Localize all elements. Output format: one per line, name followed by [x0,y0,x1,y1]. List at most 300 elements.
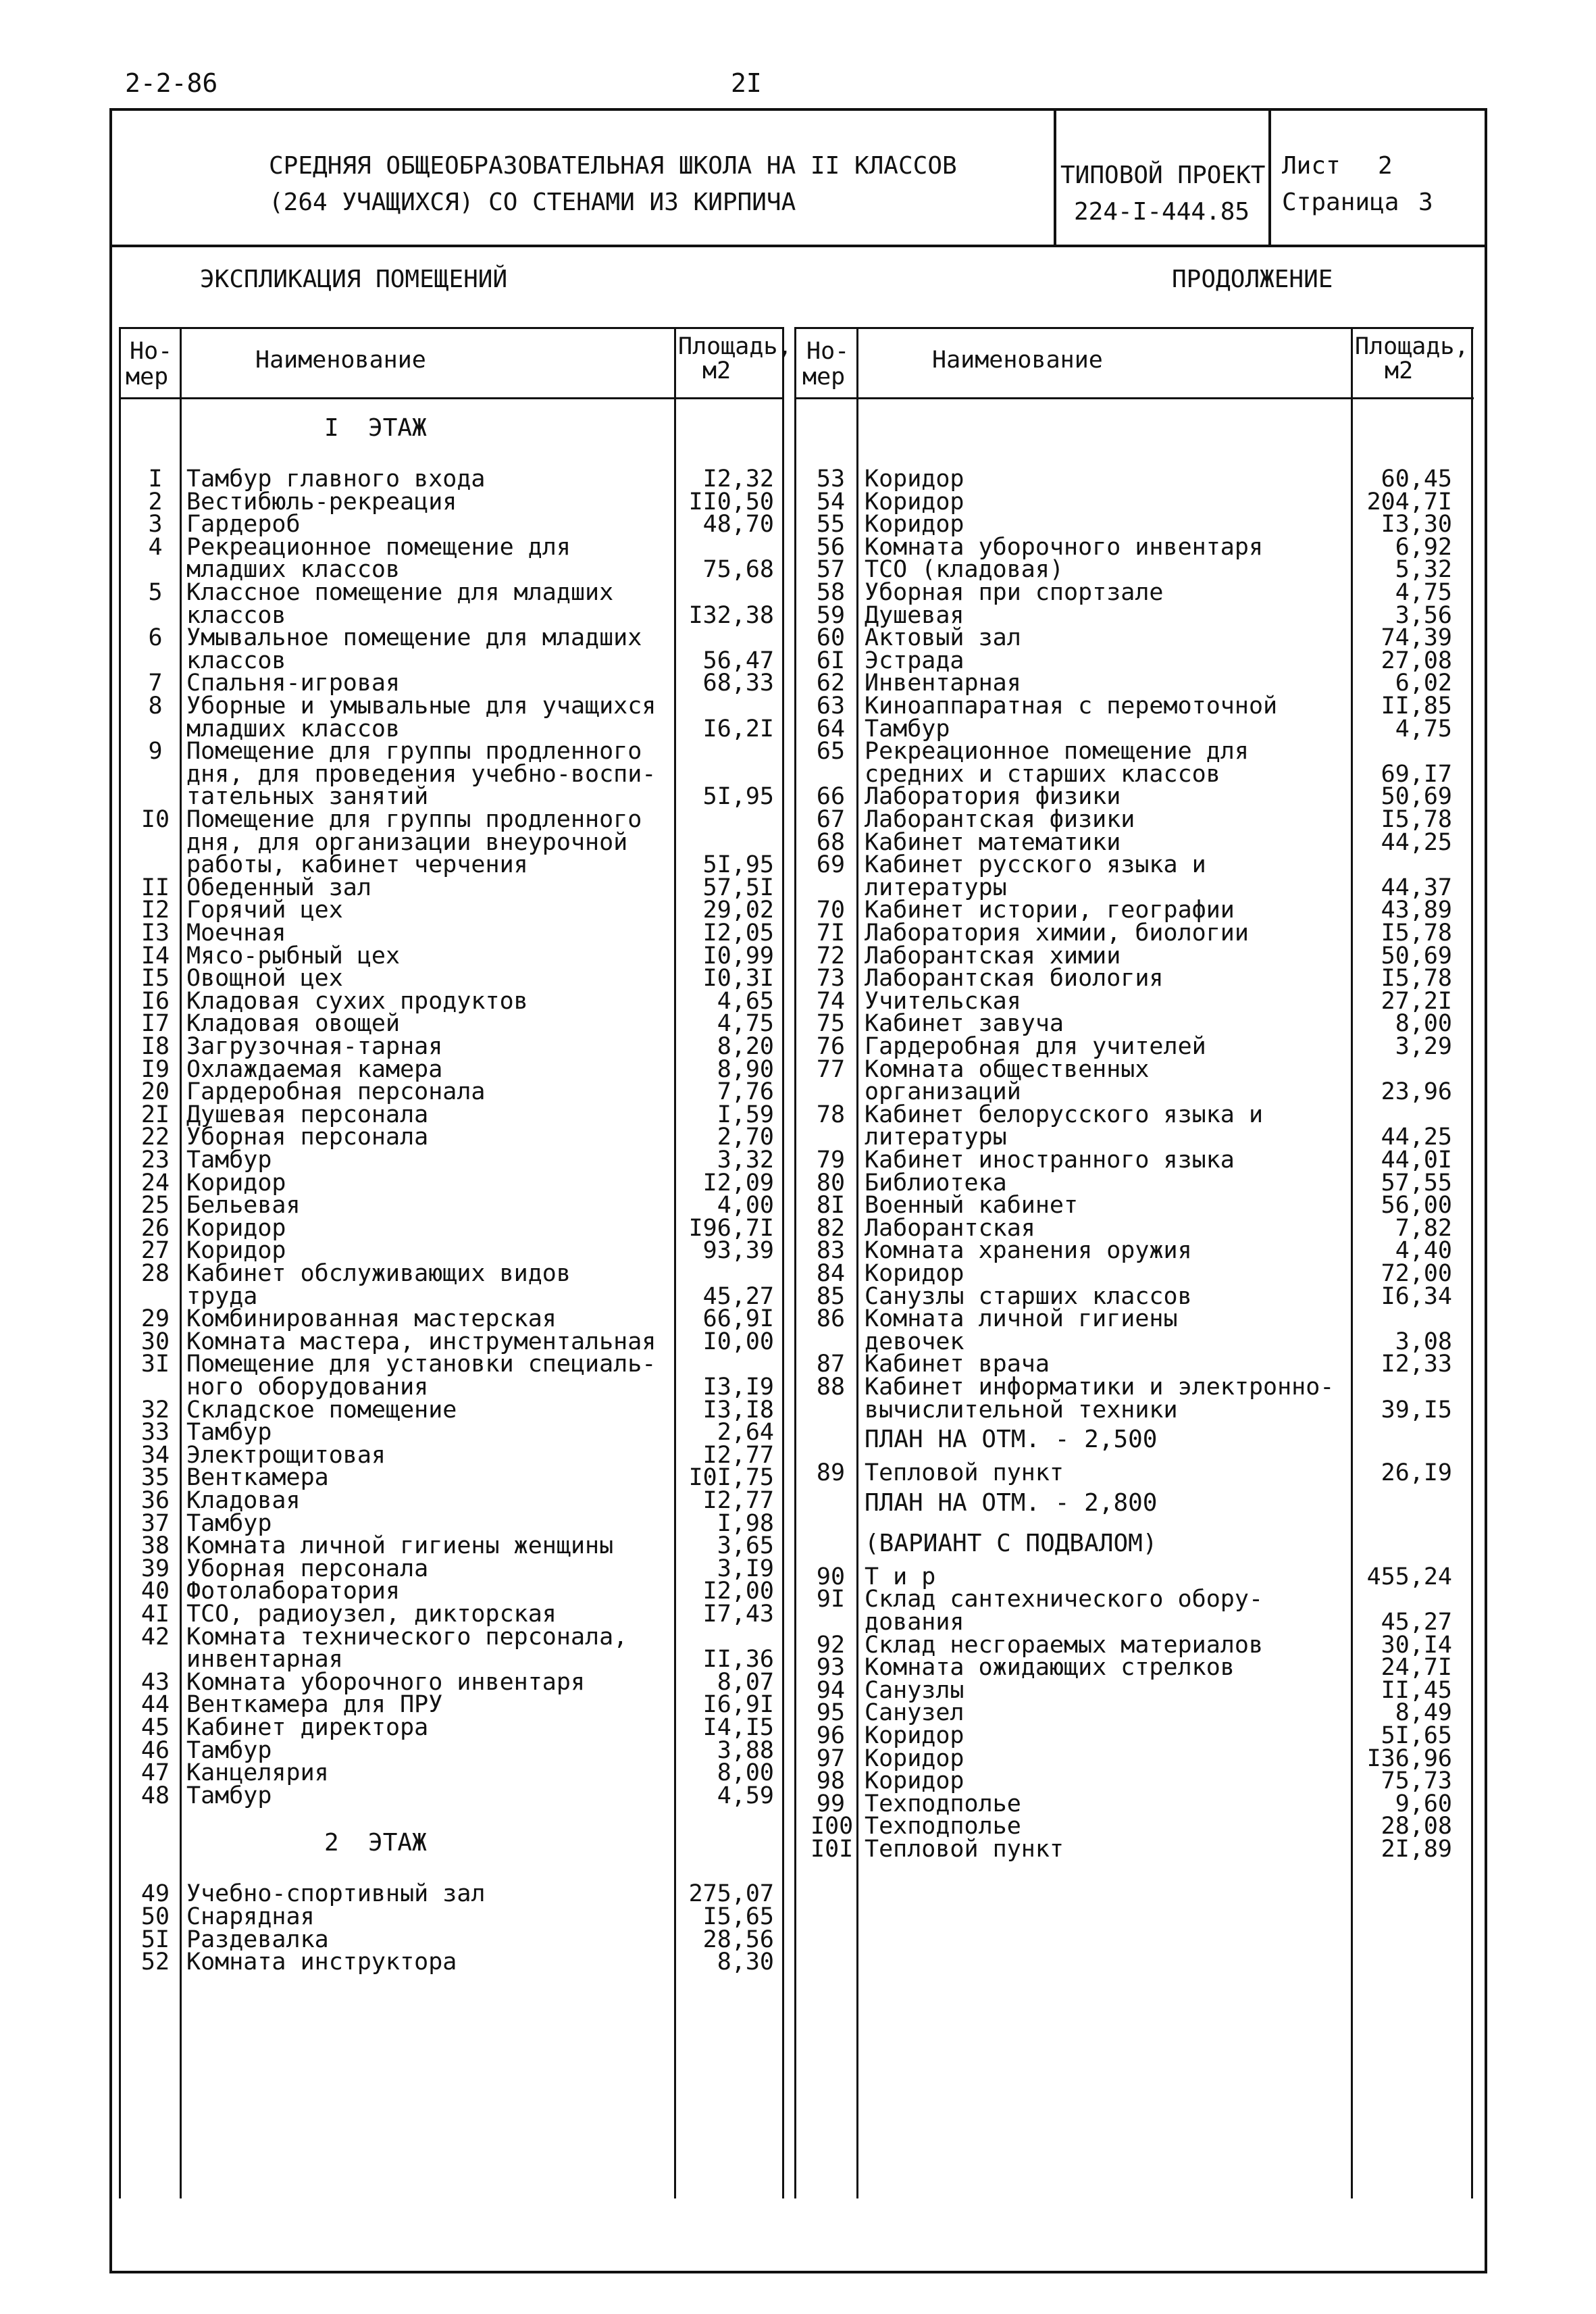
row-name: Рекреационное помещение для [865,738,1249,765]
row-number: 86 [816,1305,846,1333]
row-number: 5I [140,1926,170,1953]
row-number: 79 [816,1147,846,1174]
row-name: Техподполье [865,1813,1021,1840]
row-area: I36,96 [1366,1744,1452,1772]
page-number: 2I [731,68,762,98]
row-name: Гардероб [186,511,301,538]
row-name: Бельевая [186,1192,301,1219]
row-name: ТСО, радиоузел, дикторская [186,1601,557,1628]
row-name: Уборная персонала [186,1555,429,1582]
row-number: 4 [148,533,163,561]
row-name: Склад сантехнического обору- [865,1586,1264,1613]
row-number: 28 [140,1260,170,1287]
row-name: Уборная при спортзале [865,579,1164,606]
row-area: 7,82 [1395,1214,1452,1242]
row-area: 26,I9 [1381,1459,1452,1487]
row-area: I2,09 [702,1169,774,1197]
row-number: 62 [816,670,846,697]
row-name: литературы [865,874,1007,901]
section-heading: I ЭТАЖ [324,414,427,442]
row-name: Гардеробная для учителей [865,1033,1206,1060]
row-number: 60 [816,624,846,652]
row-name: Комната хранения оружия [865,1237,1192,1265]
row-area: 48,70 [702,511,774,538]
row-area: I5,78 [1381,965,1452,992]
row-name: Лаборантская физики [865,806,1135,833]
row-name: организаций [865,1078,1021,1106]
row-number: 68 [816,828,846,856]
row-number: 32 [140,1396,170,1424]
row-name: Кабинет завуча [865,1010,1064,1038]
row-name: Овощной цех [186,965,343,992]
row-name: Коридор [186,1214,286,1242]
row-name: Кабинет математики [865,828,1121,856]
row-area: I,98 [717,1509,774,1537]
row-number: 94 [816,1676,846,1704]
row-number: I4 [140,942,170,970]
row-number: 99 [816,1790,846,1817]
row-number: 97 [816,1744,846,1772]
row-area: 3,88 [717,1736,774,1764]
row-area: 5I,65 [1381,1722,1452,1749]
row-name: работы, кабинет черчения [186,851,528,879]
row-area: I2,33 [1381,1351,1452,1378]
row-area: I3,I8 [702,1396,774,1424]
row-name: Кабинет белорусского языка и [865,1101,1264,1128]
row-number: 59 [816,601,846,629]
row-number: 40 [140,1578,170,1605]
row-name: литературы [865,1124,1007,1151]
row-area: 28,56 [702,1926,774,1953]
row-name: Комната общественных [865,1055,1150,1083]
row-name: Библиотека [865,1169,1007,1197]
row-name: Лаборантская биология [865,965,1164,992]
row-name: Складское помещение [186,1396,457,1424]
right-header-number-1: Но- [806,338,850,365]
title-divider-1 [1054,108,1056,246]
row-number: 56 [816,533,846,561]
row-name: Лаборантская химии [865,942,1121,970]
row-area: 44,37 [1381,874,1452,901]
row-area: I6,9I [702,1691,774,1719]
row-number: 90 [816,1563,846,1590]
row-name: Санузлы старших классов [865,1282,1192,1310]
row-area: 39,I5 [1381,1396,1452,1424]
row-area: I0,99 [702,942,774,970]
row-name: Комната уборочного инвентаря [186,1668,586,1696]
row-name: Вестибюль-рекреация [186,488,457,515]
row-name: Кабинет директора [186,1714,429,1741]
row-name: Уборные и умывальные для учащихся [186,693,657,720]
row-number: 45 [140,1714,170,1741]
row-area: 5,32 [1395,556,1452,584]
row-area: I3,I9 [702,1374,774,1401]
row-area: 69,I7 [1381,760,1452,788]
row-number: I0I [810,1836,854,1863]
row-number: 76 [816,1033,846,1060]
row-name: классов [186,647,286,674]
row-area: 29,02 [702,897,774,924]
row-number: 69 [816,851,846,879]
row-name: ного оборудования [186,1374,429,1401]
row-name: Электрощитовая [186,1441,386,1469]
row-number: 98 [816,1767,846,1795]
row-number: 36 [140,1487,170,1514]
row-name: инвентарная [186,1646,343,1674]
row-name: Комбинированная мастерская [186,1305,557,1333]
row-name: Комната уборочного инвентаря [865,533,1264,561]
row-number: 29 [140,1305,170,1333]
row-name: Учительская [865,987,1021,1015]
row-name: Актовый зал [865,624,1021,652]
row-number: 35 [140,1464,170,1492]
row-area: I,59 [717,1101,774,1128]
title-divider-2 [1268,108,1271,246]
row-number: 52 [140,1948,170,1976]
row-name: тательных занятий [186,783,429,811]
row-name: Душевая [865,601,964,629]
row-area: I2,77 [702,1487,774,1514]
left-table-col-4 [782,327,784,2198]
frame-right [1485,108,1487,2273]
row-area: 3,65 [717,1532,774,1560]
row-number: I3 [140,920,170,947]
row-area: I6,2I [702,715,774,743]
row-area: I5,78 [1381,806,1452,833]
row-number: 80 [816,1169,846,1197]
row-area: 4,75 [1395,579,1452,606]
row-number: 72 [816,942,846,970]
row-number: 77 [816,1055,846,1083]
row-name: Венткамера [186,1464,329,1492]
row-name: Помещение для группы продленного [186,738,642,765]
row-name: Канцелярия [186,1759,329,1787]
row-area: 8,30 [717,1948,774,1976]
row-area: 56,47 [702,647,774,674]
row-name: Обеденный зал [186,874,371,901]
row-number: 63 [816,693,846,720]
row-name: Уборная персонала [186,1124,429,1151]
row-name: Комната технического персонала, [186,1623,628,1651]
row-area: I2,77 [702,1441,774,1469]
sheet-label: Лист [1282,152,1341,180]
row-area: 9,60 [1395,1790,1452,1817]
row-number: 44 [140,1691,170,1719]
row-name: Санузел [865,1699,964,1727]
row-number: 75 [816,1010,846,1038]
row-name: Помещение для установки специаль- [186,1351,657,1378]
row-name: средних и старших классов [865,760,1220,788]
row-number: 2I [140,1101,170,1128]
row-number: 24 [140,1169,170,1197]
row-area: 68,33 [702,670,774,697]
row-number: 7 [148,670,163,697]
row-number: 58 [816,579,846,606]
frame-left [109,108,112,2273]
row-name: дня, для организации внеурочной [186,828,628,856]
row-name: Тамбур [865,715,950,743]
row-name: Коридор [865,1767,964,1795]
row-area: 74,39 [1381,624,1452,652]
title-block-bottom [109,245,1487,247]
row-name: Коридор [186,1237,286,1265]
row-name: вычислительной техники [865,1396,1178,1424]
row-area: 44,25 [1381,1124,1452,1151]
row-area: I96,7I [688,1214,774,1242]
row-number: 85 [816,1282,846,1310]
row-name: Коридор [865,466,964,493]
row-number: 83 [816,1237,846,1265]
row-name: Душевая персонала [186,1101,429,1128]
row-area: I3,30 [1381,511,1452,538]
row-area: 27,2I [1381,987,1452,1015]
row-name: Кладовая сухих продуктов [186,987,528,1015]
row-name: Загрузочная-тарная [186,1033,443,1060]
row-area: 275,07 [688,1880,774,1908]
row-number: 93 [816,1654,846,1682]
row-name: Техподполье [865,1790,1021,1817]
row-number: 30 [140,1328,170,1355]
row-area: 3,08 [1395,1328,1452,1355]
left-header-area-1: Площадь, [678,333,792,360]
row-number: 74 [816,987,846,1015]
row-number: 96 [816,1722,846,1749]
row-area: 6,92 [1395,533,1452,561]
row-name: Военный кабинет [865,1192,1079,1219]
row-name: Коридор [865,1744,964,1772]
row-area: 3,I9 [717,1555,774,1582]
row-area: 8,07 [717,1668,774,1696]
row-area: II,36 [702,1646,774,1674]
right-table-top [794,327,1474,329]
row-area: 8,90 [717,1055,774,1083]
row-area: 44,0I [1381,1147,1452,1174]
row-area: 30,I4 [1381,1631,1452,1659]
row-area: II,85 [1381,693,1452,720]
row-name: Кабинет информатики и электронно- [865,1374,1335,1401]
section-heading: ПЛАН НА ОТМ. - 2,500 [865,1426,1158,1454]
project-number: 224-I-444.85 [1074,198,1250,226]
row-number: 84 [816,1260,846,1287]
caption-explication: ЭКСПЛИКАЦИЯ ПОМЕЩЕНИЙ [200,266,508,293]
row-name: Тамбур главного входа [186,466,486,493]
row-area: 23,96 [1381,1078,1452,1106]
row-number: 27 [140,1237,170,1265]
row-name: Классное помещение для младших [186,579,614,606]
row-number: II [140,874,170,901]
row-number: 49 [140,1880,170,1908]
row-name: Тамбур [186,1147,272,1174]
row-number: 73 [816,965,846,992]
row-area: I0,00 [702,1328,774,1355]
row-name: Горячий цех [186,897,343,924]
right-table-header-bottom [794,397,1474,399]
row-name: девочек [865,1328,964,1355]
row-name: Мясо-рыбный цех [186,942,401,970]
row-area: 66,9I [702,1305,774,1333]
left-header-area-2: м2 [702,357,731,384]
row-name: Комната ожидающих стрелков [865,1654,1235,1682]
row-name: Кладовая [186,1487,301,1514]
row-number: 23 [140,1147,170,1174]
row-number: 26 [140,1214,170,1242]
row-area: 4,00 [717,1192,774,1219]
row-number: 33 [140,1419,170,1447]
row-number: I0 [140,806,170,833]
row-area: 50,69 [1381,783,1452,811]
row-area: II,45 [1381,1676,1452,1704]
page-label: Страница [1282,188,1399,216]
row-name: Комната мастера, инструментальная [186,1328,657,1355]
left-header-number-2: мер [126,363,169,391]
row-area: 44,25 [1381,828,1452,856]
row-number: 7I [816,920,846,947]
row-number: 25 [140,1192,170,1219]
row-number: 39 [140,1555,170,1582]
row-area: 204,7I [1366,488,1452,515]
row-area: 2,64 [717,1419,774,1447]
right-table-col-1 [794,327,796,2198]
row-number: 65 [816,738,846,765]
row-number: 70 [816,897,846,924]
right-header-area-2: м2 [1385,357,1414,384]
row-area: 60,45 [1381,466,1452,493]
row-number: 8 [148,693,163,720]
row-name: Тепловой пункт [865,1836,1064,1863]
row-name: Кабинет иностранного языка [865,1147,1235,1174]
row-name: Коридор [186,1169,286,1197]
row-area: I4,I5 [702,1714,774,1741]
row-number: 38 [140,1532,170,1560]
frame-top [109,108,1487,111]
row-number: I6 [140,987,170,1015]
row-number: 82 [816,1214,846,1242]
row-area: 45,27 [702,1282,774,1310]
left-table-top [119,327,784,329]
row-number: I [148,466,163,493]
row-area: 8,00 [1395,1010,1452,1038]
row-number: 88 [816,1374,846,1401]
title-line-1: СРЕДНЯЯ ОБЩЕОБРАЗОВАТЕЛЬНАЯ ШКОЛА НА II КЛАССОВ [269,152,957,180]
row-area: 6,02 [1395,670,1452,697]
row-number: 48 [140,1782,170,1809]
row-area: 7,76 [717,1078,774,1106]
row-area: 75,73 [1381,1767,1452,1795]
row-area: 8,20 [717,1033,774,1060]
row-number: I2 [140,897,170,924]
row-area: 56,00 [1381,1192,1452,1219]
row-area: I0,3I [702,965,774,992]
row-name: Рекреационное помещение для [186,533,571,561]
row-number: 47 [140,1759,170,1787]
row-name: Комната инструктора [186,1948,457,1976]
row-number: I7 [140,1010,170,1038]
row-area: 72,00 [1381,1260,1452,1287]
row-number: I5 [140,965,170,992]
row-area: 4,75 [1395,715,1452,743]
row-number: 9I [816,1586,846,1613]
section-heading: (ВАРИАНТ С ПОДВАЛОМ) [865,1529,1158,1557]
section-heading: ПЛАН НА ОТМ. - 2,800 [865,1488,1158,1517]
row-area: 57,55 [1381,1169,1452,1197]
row-area: 2I,89 [1381,1836,1452,1863]
row-number: I8 [140,1033,170,1060]
row-number: 67 [816,806,846,833]
row-area: I7,43 [702,1601,774,1628]
row-number: 6 [148,624,163,652]
row-name: Склад несгораемых материалов [865,1631,1264,1659]
row-name: младших классов [186,556,401,584]
row-number: 55 [816,511,846,538]
row-name: Раздевалка [186,1926,329,1953]
row-area: 27,08 [1381,647,1452,674]
row-number: 34 [140,1441,170,1469]
row-name: Т и р [865,1563,936,1590]
row-area: 57,5I [702,874,774,901]
right-table-col-2 [856,327,858,2198]
row-area: 8,49 [1395,1699,1452,1727]
caption-continuation: ПРОДОЛЖЕНИЕ [1172,266,1333,293]
row-name: Коридор [865,488,964,515]
row-name: Лаборантская [865,1214,1035,1242]
row-area: 3,32 [717,1147,774,1174]
right-table-col-4 [1471,327,1473,2198]
row-name: Эстрада [865,647,964,674]
left-table-col-1 [119,327,121,2198]
row-area: 4,65 [717,987,774,1015]
row-area: 75,68 [702,556,774,584]
row-name: Киноаппаратная с перемоточной [865,693,1278,720]
row-area: 93,39 [702,1237,774,1265]
row-number: 3I [140,1351,170,1378]
row-name: Фотолаборатория [186,1578,401,1605]
row-name: младших классов [186,715,401,743]
row-name: Гардеробная персонала [186,1078,486,1106]
row-number: 42 [140,1623,170,1651]
row-name: Комната личной гигиены женщины [186,1532,614,1560]
row-area: 5I,95 [702,783,774,811]
row-name: Кабинет истории, географии [865,897,1235,924]
row-area: I0I,75 [688,1464,774,1492]
row-number: 50 [140,1903,170,1930]
row-number: 64 [816,715,846,743]
row-number: 3 [148,511,163,538]
row-area: 43,89 [1381,897,1452,924]
row-area: I5,78 [1381,920,1452,947]
row-number: 20 [140,1078,170,1106]
row-number: 78 [816,1101,846,1128]
row-name: Учебно-спортивный зал [186,1880,486,1908]
row-number: 6I [816,647,846,674]
row-number: 57 [816,556,846,584]
row-name: Инвентарная [865,670,1021,697]
page-code: 2-2-86 [125,68,218,98]
row-area: II0,50 [688,488,774,515]
row-area: 5I,95 [702,851,774,879]
section-heading: 2 ЭТАЖ [324,1829,427,1857]
row-number: 87 [816,1351,846,1378]
row-area: I2,00 [702,1578,774,1605]
row-name: Охлаждаемая камера [186,1055,443,1083]
row-name: Тепловой пункт [865,1459,1064,1487]
row-area: I2,05 [702,920,774,947]
row-area: 2,70 [717,1124,774,1151]
row-number: 8I [816,1192,846,1219]
row-area: 4,40 [1395,1237,1452,1265]
row-number: 53 [816,466,846,493]
right-header-name: Наименование [932,347,1103,374]
row-name: Помещение для группы продленного [186,806,642,833]
